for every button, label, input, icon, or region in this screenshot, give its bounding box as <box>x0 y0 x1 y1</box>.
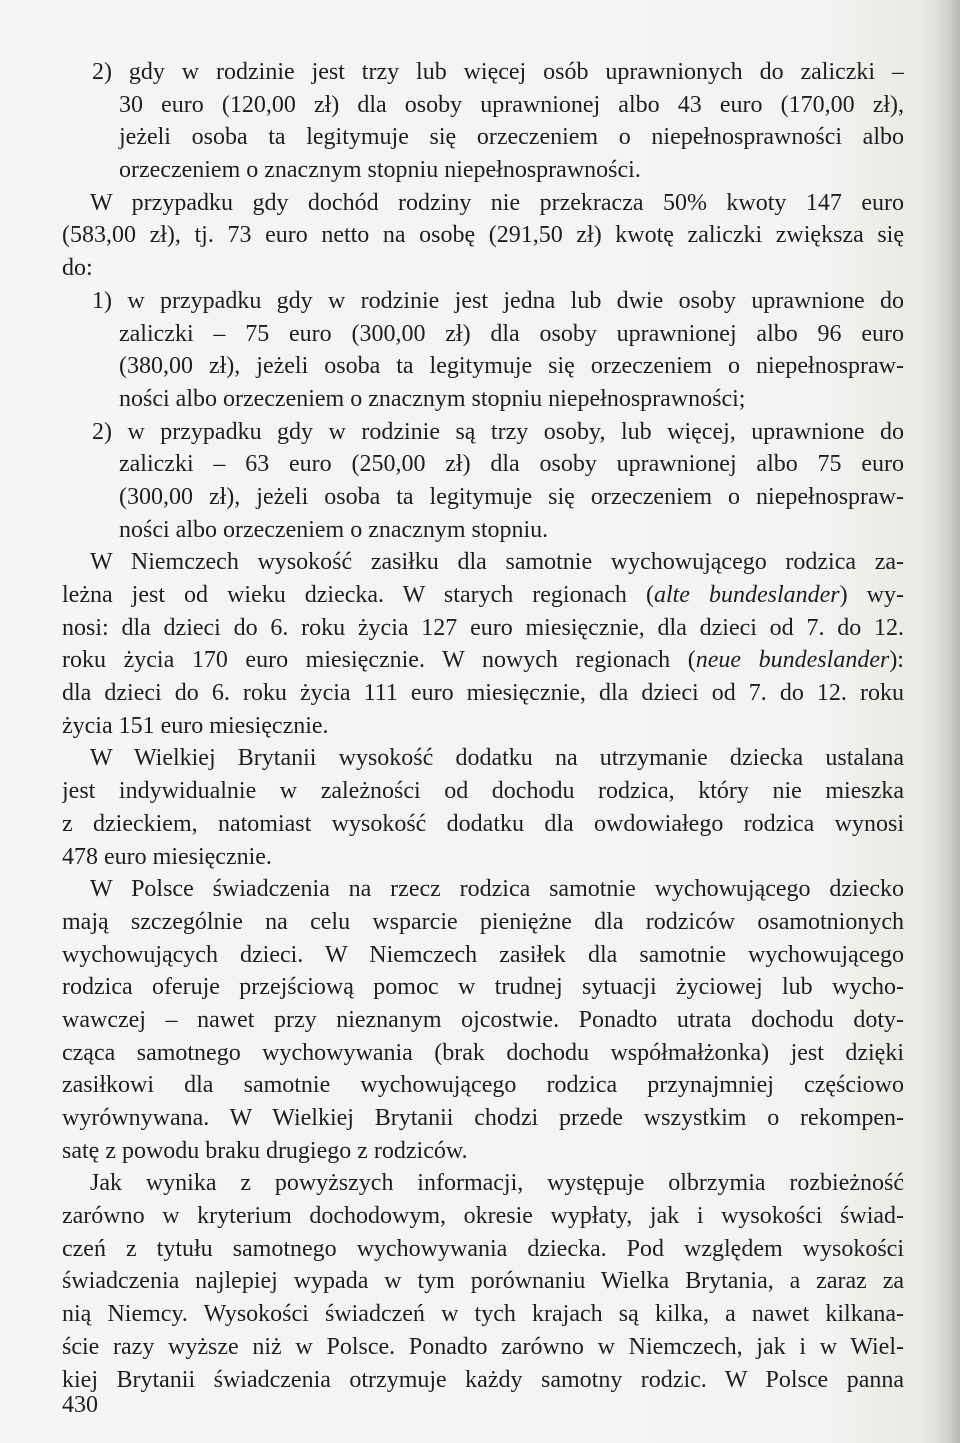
text-line: nią Niemcy. Wysokości świadczeń w tych krajach są kilka, a nawet kilkana- <box>62 1301 904 1328</box>
text-line: zaliczki – 75 euro (300,00 zł) dla osoby uprawnionej albo 96 euro <box>119 320 904 347</box>
italic-term: neue bundeslander <box>695 647 890 674</box>
text-segment: ): <box>889 647 904 674</box>
text-line: mają szczególnie na celu wsparcie pieniężne dla rodziców osamotnionych <box>62 908 904 935</box>
text-line: 478 euro miesięcznie. <box>62 843 272 870</box>
text-line: kiej Brytanii świadczenia otrzymuje każdy samotny rodzic. W Polsce panna <box>62 1366 904 1393</box>
text-line: W Niemczech wysokość zasiłku dla samotnie wychowującego rodzica za- <box>90 549 904 576</box>
text-line: świadczenia najlepiej wypada w tym porównaniu Wielka Brytania, a zaraz za <box>62 1268 904 1295</box>
text-line: satę z powodu braku drugiego z rodziców. <box>62 1137 468 1164</box>
text-line: W Polsce świadczenia na rzecz rodzica samotnie wychowującego dziecko <box>90 876 904 903</box>
text-segment: leżna jest od wieku dziecka. W starych regionach ( <box>62 582 654 608</box>
text-line: cząca samotnego wychowywania (brak dochodu współmałżonka) jest dzięki <box>62 1039 904 1066</box>
text-line: życia 151 euro miesięcznie. <box>62 712 329 739</box>
text-line <box>62 644 904 677</box>
italic-term: alte bundeslander <box>653 582 840 608</box>
text-line: zarówno w kryterium dochodowym, okresie wypłaty, jak i wysokości świad- <box>62 1203 904 1230</box>
text-line: jest indywidualnie w zależności od dochodu rodzica, który nie mieszka <box>62 778 904 805</box>
text-line: zaliczki – 63 euro (250,00 zł) dla osoby uprawnionej albo 75 euro <box>119 451 904 478</box>
text-line: 2) gdy w rodzinie jest trzy lub więcej osób uprawnionych do zaliczki – <box>92 59 904 85</box>
text-line: nosi: dla dzieci do 6. roku życia 127 euro miesięcznie, dla dzieci od 7. do 12. <box>62 614 904 641</box>
text-line: ście razy wyższe niż w Polsce. Ponadto zarówno w Niemczech, jak i w Wiel- <box>62 1333 904 1360</box>
text-segment: roku życia 170 euro miesięcznie. W nowych regionach ( <box>62 647 696 674</box>
text-line: 2) w przypadku gdy w rodzinie są trzy osoby, lub więcej, uprawnione do <box>92 418 904 445</box>
text-line: ności albo orzeczeniem o znacznym stopniu. <box>119 516 549 543</box>
book-spine-shadow <box>932 0 960 1443</box>
body-text <box>62 56 904 1396</box>
text-line: wychowujących dzieci. W Niemczech zasiłek dla samotnie wychowującego <box>62 941 904 968</box>
page-number: 430 <box>62 1392 98 1418</box>
text-line: zasiłkowi dla samotnie wychowującego rodzica przynajmniej częściowo <box>62 1072 904 1099</box>
text-line: do: <box>62 255 93 282</box>
text-line: Jak wynika z powyższych informacji, występuje olbrzymia rozbieżność <box>90 1170 904 1197</box>
text-line: W Wielkiej Brytanii wysokość dodatku na utrzymanie dziecka ustalana <box>90 745 904 772</box>
text-line: W przypadku gdy dochód rodziny nie przekracza 50% kwoty 147 euro <box>90 189 904 216</box>
text-line: 1) w przypadku gdy w rodzinie jest jedna lub dwie osoby uprawnione do <box>92 287 904 314</box>
text-line: 30 euro (120,00 zł) dla osoby uprawnionej albo 43 euro (170,00 zł), <box>119 91 904 118</box>
text-line: (583,00 zł), tj. 73 euro netto na osobę (291,50 zł) kwotę zaliczki zwiększa się <box>62 222 904 249</box>
text-line: ności albo orzeczeniem o znacznym stopniu niepełnosprawności; <box>119 385 746 412</box>
text-line: rodzica oferuje przejściową pomoc w trudnej sytuacji życiowej lub wycho- <box>62 974 904 1001</box>
text-line: (380,00 zł), jeżeli osoba ta legitymuje się orzeczeniem o niepełnospraw- <box>119 353 904 380</box>
text-line: wawczej – nawet przy nieznanym ojcostwie. Ponadto utrata dochodu doty- <box>62 1006 904 1033</box>
text-segment: ) wy- <box>839 582 904 608</box>
text-line: jeżeli osoba ta legitymuje się orzeczeniem o niepełnosprawności albo <box>119 124 904 151</box>
text-line: czeń z tytułu samotnego wychowywania dziecka. Pod względem wysokości <box>62 1235 904 1262</box>
text-line: dla dzieci do 6. roku życia 111 euro miesięcznie, dla dzieci od 7. do 12. roku <box>62 680 904 707</box>
text-line: (300,00 zł), jeżeli osoba ta legitymuje się orzeczeniem o niepełnospraw- <box>119 483 904 510</box>
text-line: wyrównywana. W Wielkiej Brytanii chodzi przede wszystkim o rekompen- <box>62 1105 904 1131</box>
text-line <box>62 579 904 612</box>
text-line: orzeczeniem o znacznym stopniu niepełnosprawności. <box>119 157 641 184</box>
text-line: z dzieckiem, natomiast wysokość dodatku dla owdowiałego rodzica wynosi <box>62 810 904 837</box>
